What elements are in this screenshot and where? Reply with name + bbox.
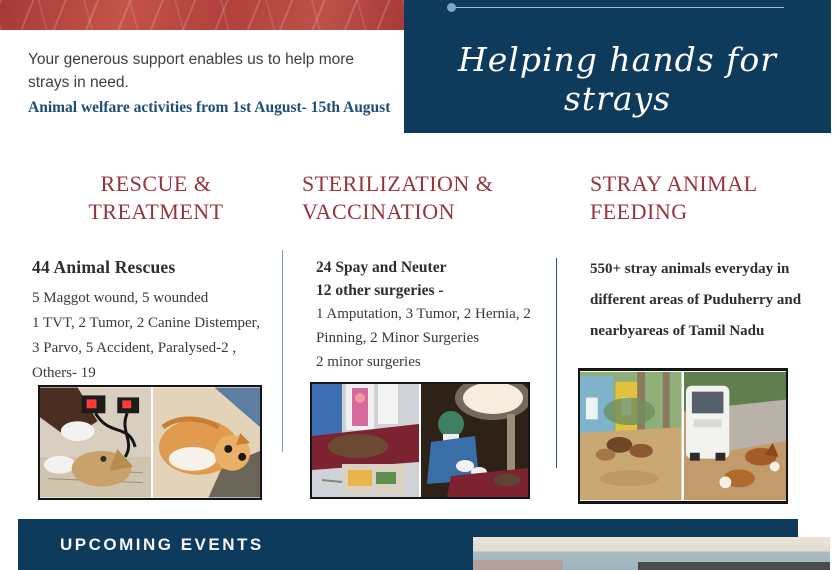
timeline-dot-icon — [447, 3, 456, 12]
hero-panel — [404, 0, 831, 133]
feeding-line: 550+ stray animals everyday in — [590, 261, 790, 277]
column-heading — [590, 170, 830, 226]
rescue-detail-line: Others- 19 — [32, 365, 96, 381]
surgery-stats — [316, 256, 554, 374]
timeline-rule — [452, 7, 784, 8]
surgery-photo-1 — [312, 384, 419, 497]
page-title: Helping hands for strays — [458, 40, 777, 118]
rescue-detail-line: 3 Parvo, 5 Accident, Paralysed-2 , — [32, 340, 237, 356]
rescue-detail-line: 5 Maggot wound, 5 wounded — [32, 290, 209, 306]
street-dogs-photo — [580, 371, 682, 501]
dog-treatment-photo — [40, 387, 151, 498]
heading-line-2: VACCINATION — [302, 199, 455, 224]
column-rescue-treatment — [32, 170, 280, 386]
rescue-detail-line: 1 TVT, 2 Tumor, 2 Canine Distemper, — [32, 315, 260, 331]
column-divider — [282, 250, 283, 452]
surgery-photos — [310, 382, 530, 499]
intro-line-1: Your generous support enables us to help more — [28, 51, 355, 68]
photo-detail — [638, 562, 830, 570]
intro-line-2: strays in need. — [28, 74, 129, 91]
feeding-photos — [578, 368, 788, 504]
feeding-van-photo — [684, 371, 787, 501]
surgery-detail-line: 1 Amputation, 3 Tumor, 2 Hernia, 2 — [316, 306, 531, 322]
surgery-detail-line: 2 minor surgeries — [316, 354, 421, 370]
heading-line-2: TREATMENT — [88, 199, 224, 224]
heading-line-1: STERILIZATION & — [302, 171, 494, 196]
red-texture-banner — [0, 0, 405, 30]
heading-line-1: STRAY ANIMAL — [590, 171, 758, 196]
rescue-count-title: 44 Animal Rescues — [32, 257, 176, 277]
rescue-photos — [38, 385, 262, 500]
heading-line-1: RESCUE & — [100, 171, 212, 196]
photo-detail — [473, 560, 563, 570]
spay-neuter-count: 24 Spay and Neuter — [316, 259, 447, 276]
feeding-stats — [590, 254, 830, 347]
column-heading — [32, 170, 280, 226]
bathing-tub-photo — [473, 537, 830, 570]
intro-block — [28, 48, 408, 117]
surgery-detail-line: Pinning, 2 Minor Surgeries — [316, 330, 480, 346]
rescued-cat-photo — [153, 387, 260, 498]
column-stray-feeding — [590, 170, 830, 347]
feeding-line: nearbyareas of Tamil Nadu — [590, 323, 765, 339]
activity-period-text: Animal welfare activities from 1st August- 15th August — [28, 99, 391, 116]
upcoming-events-title: UPCOMING EVENTS — [60, 535, 264, 554]
feeding-line: different areas of Puduherry and — [590, 292, 802, 308]
column-divider — [556, 258, 557, 468]
heading-line-2: FEEDING — [590, 199, 688, 224]
other-surgeries-count: 12 other surgeries - — [316, 282, 444, 299]
surgery-photo-2 — [421, 384, 528, 497]
rescue-stats — [32, 257, 280, 386]
column-sterilization-vaccination — [302, 170, 554, 374]
column-heading — [302, 170, 554, 226]
